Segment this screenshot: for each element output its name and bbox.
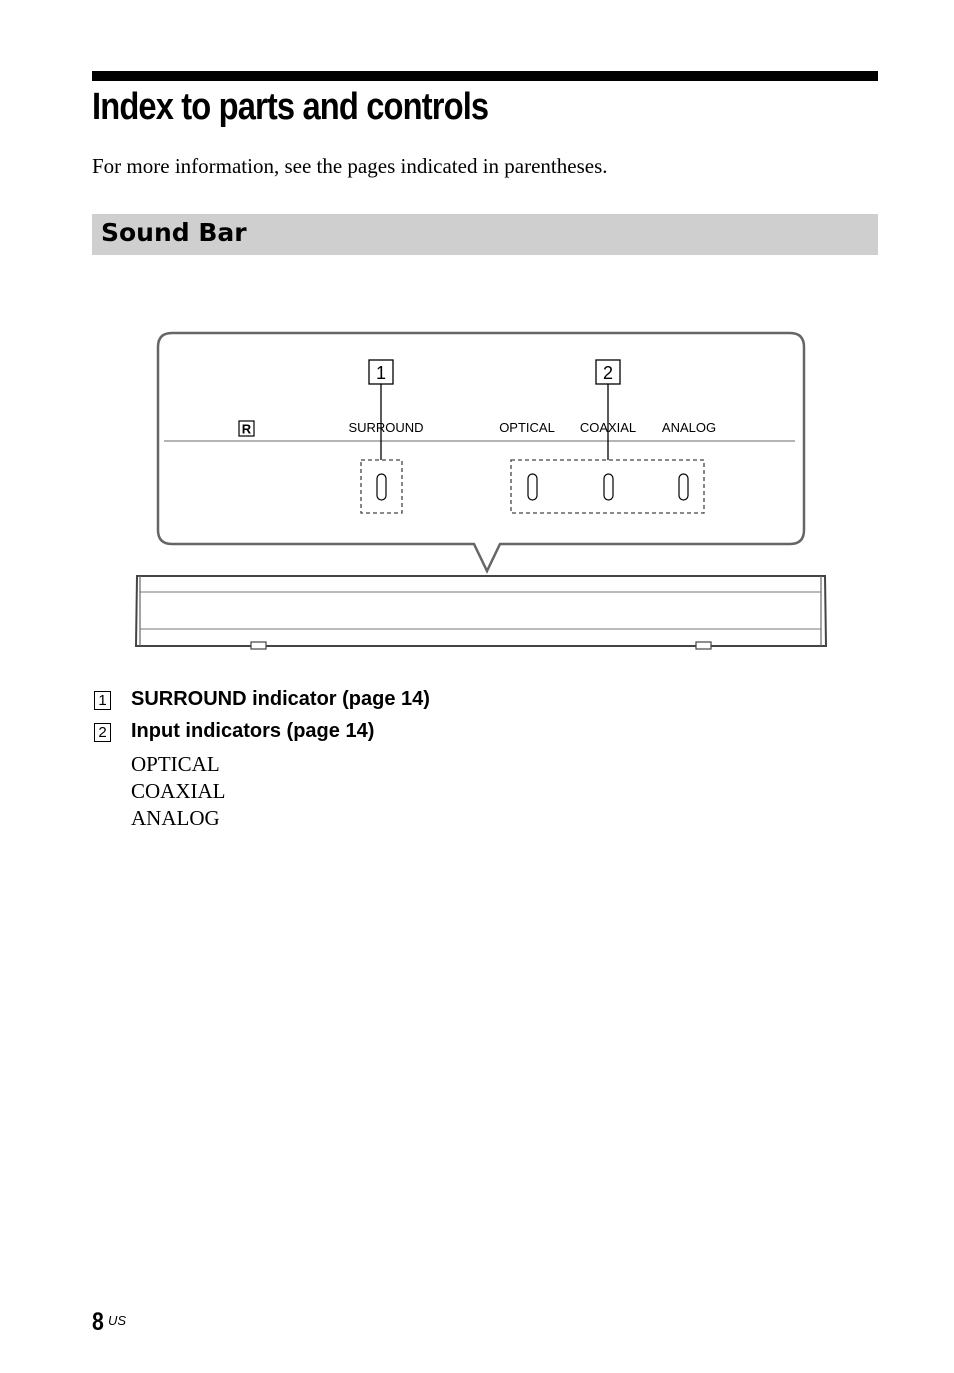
remote-sensor-icon <box>239 421 254 437</box>
coaxial-label: COAXIAL <box>579 420 637 435</box>
sound-bar-body <box>136 576 826 646</box>
coaxial-indicator-light <box>604 474 613 500</box>
legend-label-2: Input indicators (page 14) <box>131 720 375 742</box>
list-item: ANALOG <box>131 806 220 830</box>
page-region-suffix: US <box>108 1313 127 1328</box>
legend-label-1: SURROUND indicator (page 14) <box>131 688 430 710</box>
intro-text: For more information, see the pages indicated in parentheses. <box>92 154 608 178</box>
legend-item-2 <box>92 720 792 752</box>
sound-bar-foot-right <box>696 642 711 649</box>
surround-indicator-light <box>377 474 386 500</box>
parts-legend <box>92 688 792 752</box>
legend-number-1: 1 <box>94 691 111 710</box>
page-title: Index to parts and controls <box>92 86 489 128</box>
svg-text:R: R <box>241 421 252 437</box>
section-title: Sound Bar <box>101 218 247 247</box>
list-item: COAXIAL <box>131 779 226 803</box>
list-item: OPTICAL <box>131 752 220 776</box>
analog-label: ANALOG <box>661 420 717 435</box>
sound-bar-diagram <box>0 0 954 660</box>
callout-2 <box>596 360 620 384</box>
optical-indicator-light <box>528 474 537 500</box>
page-number: 8 <box>92 1308 104 1336</box>
sound-bar-foot-left <box>251 642 266 649</box>
callout-1 <box>369 360 393 384</box>
legend-item-1 <box>92 688 792 720</box>
callout-2-number: 2 <box>602 363 614 383</box>
surround-label: SURROUND <box>348 420 424 435</box>
legend-number-2: 2 <box>94 723 111 742</box>
input-indicator-list <box>131 751 226 832</box>
callout-balloon <box>158 333 804 571</box>
analog-indicator-light <box>679 474 688 500</box>
callout-1-number: 1 <box>375 363 387 383</box>
optical-label: OPTICAL <box>499 420 555 435</box>
